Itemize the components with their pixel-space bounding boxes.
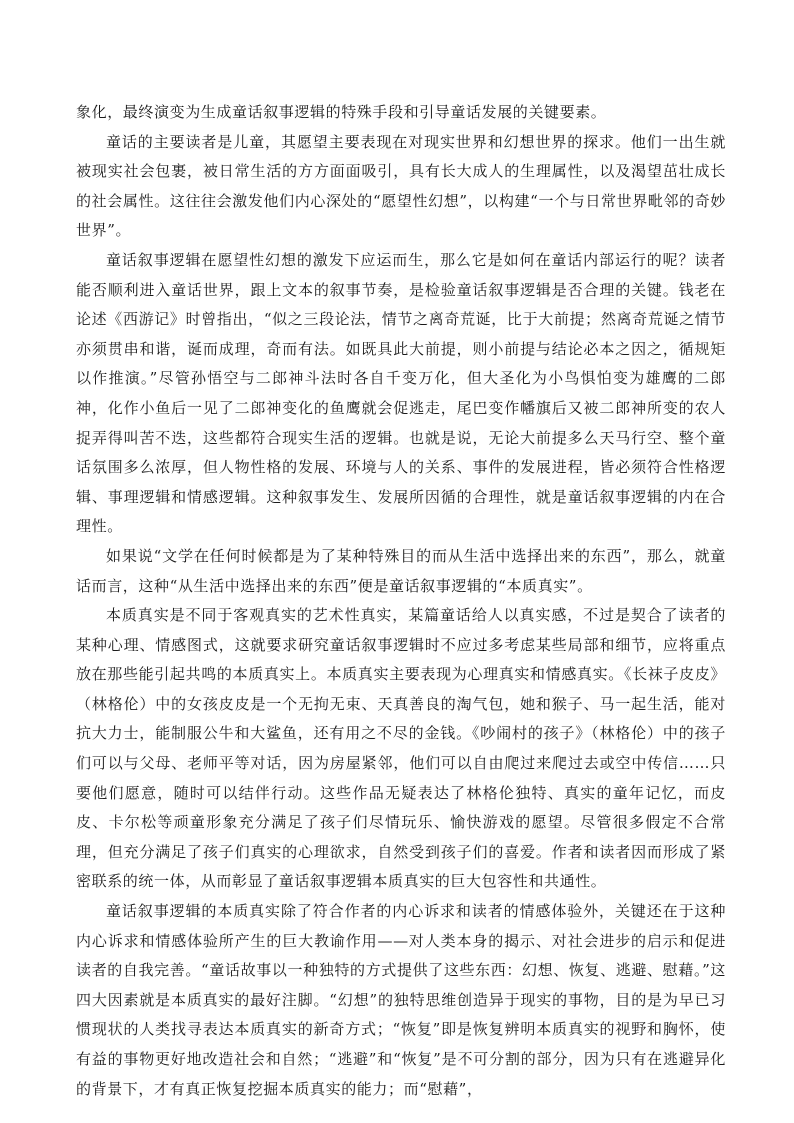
paragraph: 如果说“文学在任何时候都是为了某种特殊目的而从生活中选择出来的东西”，那么，就童话而言，这种“从生活中选择出来的东西”便是童话叙事逻辑的“本质真实”。 — [76, 546, 726, 595]
article-body — [76, 98, 726, 1104]
paragraph: 本质真实是不同于客观真实的艺术性真实，某篇童话给人以真实感，不过是契合了读者的某种心理、情感图式，这就要求研究童话叙事逻辑时不应过多考虑某些局部和细节，应将重点放在那些能引起共鸣的本质真实上。本质真实主要表现为心理真实和情感真实。《长袜子皮皮》（林格伦）中的女孩皮皮是一个无拘无束、天真善良的淘气包，她和猴子、马一起生活，能对抗大力士，能制服公牛和大鲨鱼，还有用之不尽的金钱。《吵闹村的孩子》（林格伦）中的孩子们可以与父母、老师平等对话，因为房屋紧邻，他们可以自由爬过来爬过去或空中传信……只要他们愿意，随时可以结伴行动。这些作品无疑表达了林格伦独特、真实的童年记忆，而皮皮、卡尔松等顽童形象充分满足了孩子们尽情玩乐、愉快游戏的愿望。尽管很多假定不合常理，但充分满足了孩子们真实的心理欲求，自然受到孩子们的喜爱。作者和读者因而形成了紧密联系的统一体，从而彰显了童话叙事逻辑本质真实的巨大包容性和共通性。 — [76, 606, 726, 891]
paragraph-continuation: 象化，最终演变为生成童话叙事逻辑的特殊手段和引导童话发展的关键要素。 — [76, 103, 607, 121]
paragraph: 童话叙事逻辑的本质真实除了符合作者的内心诉求和读者的情感体验外，关键还在于这种内心诉求和情感体验所产生的巨大教谕作用——对人类本身的揭示、对社会进步的启示和促进读者的自我完善。“童话故事以一种独特的方式提供了这些东西：幻想、恢复、逃避、慰藉。”这四大因素就是本质真实的最好注脚。“幻想”的独特思维创造异于现实的事物，目的是为早已习惯现状的人类找寻表达本质真实的新奇方式；“恢复”即是恢复辨明本质真实的视野和胸怀，使有益的事物更好地改造社会和自然；“逃避”和“恢复”是不可分割的部分，因为只有在逃避异化的背景下，才有真正恢复挖掘本质真实的能力；而“慰藉”， — [76, 902, 726, 1098]
paragraph: 童话叙事逻辑在愿望性幻想的激发下应运而生，那么它是如何在童话内部运行的呢？读者能否顺利进入童话世界，跟上文本的叙事节奏，是检验童话叙事逻辑是否合理的关键。钱老在论述《西游记》时曾指出，“似之三段论法，情节之离奇荒诞，比于大前提；然离奇荒诞之情节亦须贯串和谐，诞而成理，奇而有法。如既具此大前提，则小前提与结论必本之因之，循规矩以作推演。”尽管孙悟空与二郎神斗法时各自千变万化，但大圣化为小鸟惧怕变为雄鹰的二郎神，化作小鱼后一见了二郎神变化的鱼鹰就会促逃走，尾巴变作幡旗后又被二郎神所变的农人捉弄得叫苦不迭，这些都符合现实生活的逻辑。也就是说，无论大前提多么天马行空、整个童话氛围多么浓厚，但人物性格的发展、环境与人的关系、事件的发展进程，皆必须符合性格逻辑、事理逻辑和情感逻辑。这种叙事发生、发展所因循的合理性，就是童话叙事逻辑的内在合理性。 — [76, 250, 726, 536]
paragraph: 童话的主要读者是儿童，其愿望主要表现在对现实世界和幻想世界的探求。他们一出生就被现实社会包裹，被日常生活的方方面面吸引，具有长大成人的生理属性，以及渴望茁壮成长的社会属性。这往往会激发他们内心深处的“愿望性幻想”，以构建“一个与日常世界毗邻的奇妙世界”。 — [76, 132, 726, 240]
